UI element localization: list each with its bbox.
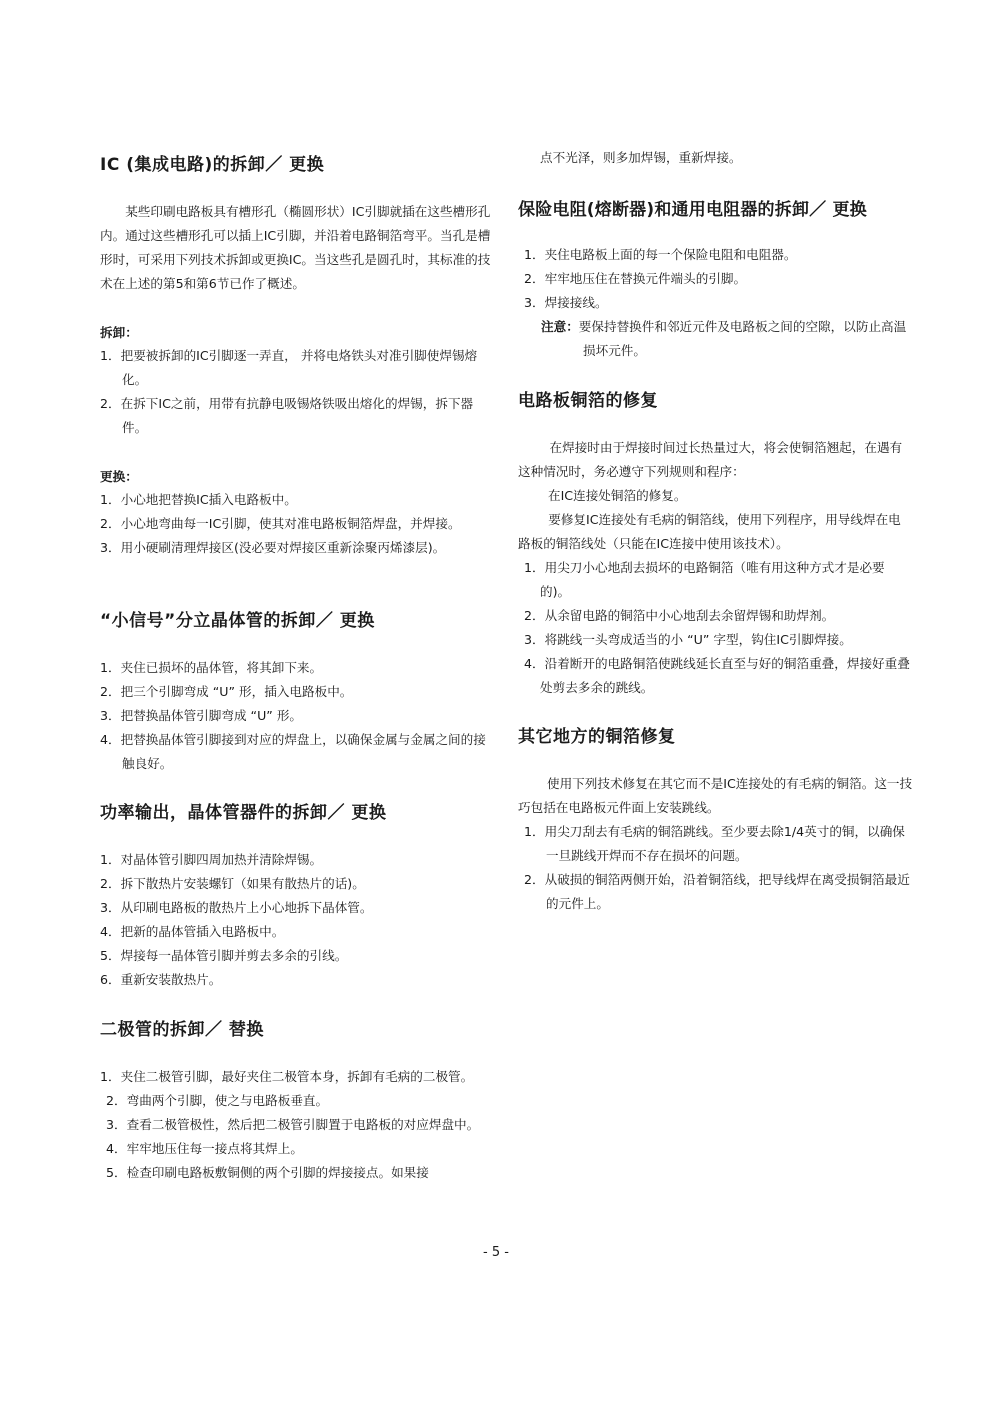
power-list [100, 848, 495, 992]
list-item: 2．弯曲两个引脚，使之与电路板垂直。 [106, 1093, 329, 1108]
repair-section-title: 电路板铜箔的修复 [518, 391, 658, 411]
small-signal-section-title: “小信号”分立晶体管的拆卸／ 更换 [100, 611, 375, 631]
other-section-title: 其它地方的铜箔修复 [518, 727, 676, 747]
list-item: 3．查看二极管极性，然后把二极管引脚置于电路板的对应焊盘中。 [106, 1117, 480, 1132]
list-item: 2．从破损的铜箔两侧开始，沿着铜箔线，把导线焊在离受损铜箔最近的元件上。 [524, 872, 910, 911]
list-item: 3．将跳线一头弯成适当的小 “U” 字型，钩住IC引脚焊接。 [524, 632, 852, 647]
other-list [518, 820, 913, 916]
diode-list [100, 1065, 495, 1185]
list-item: 3．用小硬刷清理焊接区(没必要对焊接区重新涂聚丙烯漆层)。 [100, 540, 446, 555]
list-item: 3．焊接接线。 [524, 295, 608, 310]
list-item: 2．牢牢地压住在替换元件端头的引脚。 [524, 271, 747, 286]
list-item: 1．用尖刀小心地刮去损坏的电路铜箔（唯有用这种方式才是必要的)。 [524, 560, 885, 599]
ic-intro-paragraph: 某些印刷电路板具有槽形孔（椭圆形状）IC引脚就插在这些槽形孔内。通过这些槽形孔可以插上IC引脚，并沿着电路铜箔弯平。当孔是槽形时，可采用下列技术拆卸或更换IC。当这些孔是圆孔时，其标准的技术在上述的第5和第6节已作了概述。 [100, 204, 491, 291]
page-number: - 5 - [483, 1245, 509, 1260]
list-item: 5．检查印刷电路板敷铜侧的两个引脚的焊接接点。如果接 [106, 1165, 429, 1180]
list-item: 1．把要被拆卸的IC引脚逐一弄直， 并将电烙铁头对准引脚使焊锡熔化。 [100, 348, 478, 387]
list-item: 5．焊接每一晶体管引脚并剪去多余的引线。 [100, 948, 348, 963]
repair-sub-paragraph: 要修复IC连接处有毛病的铜箔线，使用下列程序，用导线焊在电路板的铜箔线处（只能在IC连接中使用该技术）。 [518, 512, 901, 551]
list-item: 4．牢牢地压住每一接点将其焊上。 [106, 1141, 303, 1156]
repair-sub-heading: 在IC连接处铜箔的修复。 [548, 488, 687, 503]
list-item: 1．用尖刀刮去有毛病的铜箔跳线。至少要去除1/4英寸的铜，以确保一旦跳线开焊而不存在损坏的问题。 [524, 824, 905, 863]
list-item: 2．在拆下IC之前，用带有抗静电吸锡烙铁吸出熔化的焊锡，拆下器件。 [100, 396, 474, 435]
list-item: 3．把替换晶体管引脚弯成 “U” 形。 [100, 708, 303, 723]
list-item: 1．夹住已损坏的晶体管，将其卸下来。 [100, 660, 323, 675]
list-item: 1．对晶体管引脚四周加热并清除焊锡。 [100, 852, 323, 867]
small-signal-list [100, 656, 495, 776]
note-text: 要保持替换件和邻近元件及电路板之间的空隙，以防止高温损坏元件。 [578, 319, 907, 358]
list-item: 4．把新的晶体管插入电路板中。 [100, 924, 285, 939]
list-item: 3．从印刷电路板的散热片上小心地拆下晶体管。 [100, 900, 373, 915]
list-item: 1．夹住电路板上面的每一个保险电阻和电阻器。 [524, 247, 797, 262]
note-label: 注意： [541, 319, 579, 334]
list-item: 2．从余留电路的铜箔中小心地刮去余留焊锡和助焊剂。 [524, 608, 835, 623]
repair-intro: 在焊接时由于焊接时间过长热量过大，将会使铜箔翘起，在遇有这种情况时，务必遵守下列规则和程序： [518, 440, 903, 479]
list-item: 2．拆下散热片安装螺钉（如果有散热片的话)。 [100, 876, 365, 891]
diode-section-title: 二极管的拆卸／ 替换 [100, 1020, 264, 1040]
ic-remove-list [100, 344, 495, 440]
fuse-note [518, 315, 913, 363]
list-item: 1．夹住二极管引脚，最好夹住二极管本身，拆卸有毛病的二极管。 [100, 1069, 474, 1084]
fuse-list [518, 243, 913, 315]
list-item: 2．把三个引脚弯成 “U” 形，插入电路板中。 [100, 684, 353, 699]
list-item: 4．沿着断开的电路铜箔使跳线延长直至与好的铜箔重叠，焊接好重叠处剪去多余的跳线。 [524, 656, 910, 695]
ic-section-title: IC (集成电路)的拆卸／ 更换 [100, 155, 325, 175]
fuse-section-title: 保险电阻(熔断器)和通用电阻器的拆卸／ 更换 [518, 200, 867, 220]
repair-list [518, 556, 913, 700]
ic-replace-list [100, 488, 495, 560]
ic-replace-label: 更换： [100, 469, 138, 484]
ic-remove-label: 拆卸： [100, 325, 138, 340]
continuation-text: 点不光泽，则多加焊锡，重新焊接。 [540, 150, 742, 165]
list-item: 1．小心地把替换IC插入电路板中。 [100, 492, 297, 507]
other-intro: 使用下列技术修复在其它而不是IC连接处的有毛病的铜箔。这一技巧包括在电路板元件面上安装跳线。 [518, 776, 913, 815]
list-item: 4．把替换晶体管引脚接到对应的焊盘上，以确保金属与金属之间的接触良好。 [100, 732, 486, 771]
power-section-title: 功率输出，晶体管器件的拆卸／ 更换 [100, 803, 387, 823]
list-item: 2．小心地弯曲每一IC引脚，使其对准电路板铜箔焊盘，并焊接。 [100, 516, 461, 531]
list-item: 6．重新安装散热片。 [100, 972, 222, 987]
